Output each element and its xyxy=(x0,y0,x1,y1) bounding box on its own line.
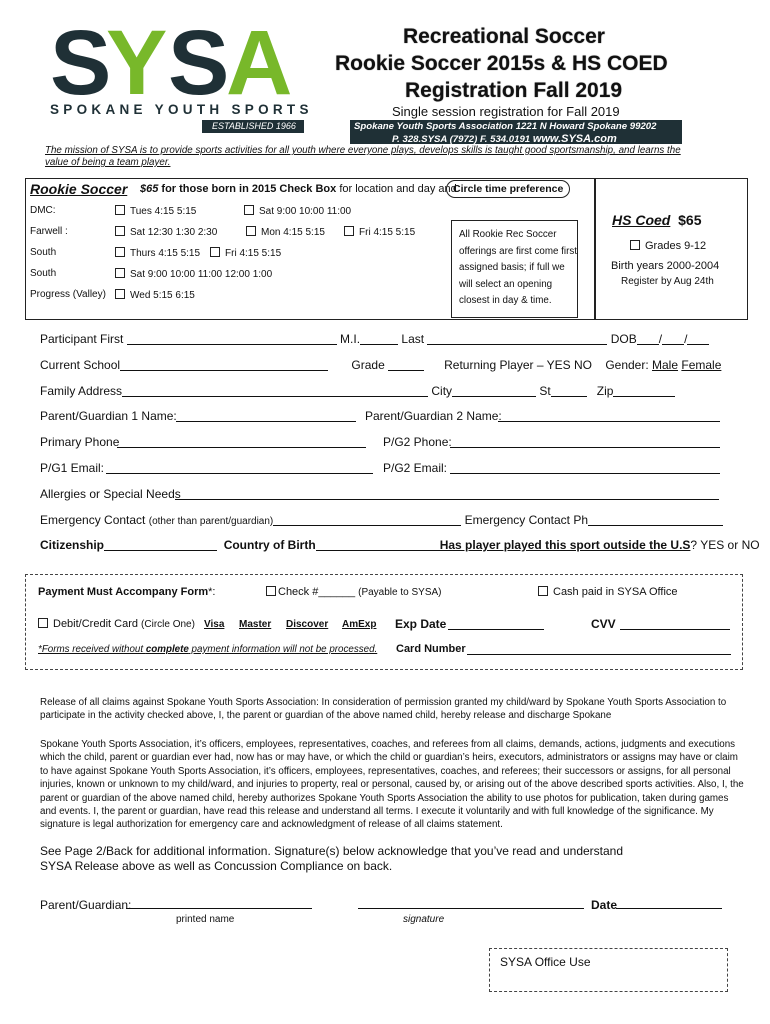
exp-date-field[interactable] xyxy=(448,617,544,630)
participant-first-field[interactable] xyxy=(127,332,337,345)
checkbox-icon xyxy=(115,247,125,257)
pg2-phone-field[interactable] xyxy=(450,435,720,448)
checkbox-icon xyxy=(246,226,256,236)
label-pg2-email: P/G2 Email: xyxy=(383,461,448,475)
label-family-address: Family Address xyxy=(40,384,123,398)
website: www.SYSA.com xyxy=(532,133,617,145)
city-field[interactable] xyxy=(452,384,536,397)
release-paragraph-2: Spokane Youth Sports Association, it’s officers, employees, representatives, coaches, and referees from all claims, demands, actions, judgments and executions which the child, parent or guardian ever had, now has or may have, or which the child or guardian’s heirs, executors, administrators or assigns may have or claim to have against Spokane Youth Sports Association, it’s officers, employees, representatives, coaches, and referees; their successors or assigns, for all personal injuries, known or unknown to my child/ward, and injuries to property, real or personal, caused by, or arising out of the above described sports activities. Also, I, the parent or guardian of the above named child, hereby authorizes Spokane Youth Sports Association the ability to use photos for publication, taken during games and events. I, the parent or guardian, have read this release and understand all terms. I execute it voluntarily and with full knowledge of the significance. My signature is legal authorization for emergency care and acknowledgment of release of all claims statement. xyxy=(40,739,744,831)
label-emergency: Emergency Contact xyxy=(40,513,146,527)
option-checkbox[interactable]: Sat 9:00 10:00 11:00 12:00 1:00 xyxy=(115,268,272,280)
logo-established: ESTABLISHED 1966 xyxy=(212,121,296,131)
emergency-phone-field[interactable] xyxy=(588,513,723,526)
rookie-note-box xyxy=(451,220,578,318)
checkbox-icon xyxy=(344,226,354,236)
label-mi: M.I. xyxy=(340,332,361,346)
family-address-field[interactable] xyxy=(122,384,428,397)
card-number-field[interactable] xyxy=(467,642,731,655)
card-discover[interactable]: Discover xyxy=(286,619,329,630)
label-exp-date: Exp Date xyxy=(395,617,447,631)
label-citizenship: Citizenship xyxy=(40,538,105,552)
checkbox-icon xyxy=(244,205,254,215)
emergency-note: (other than parent/guardian) xyxy=(148,516,274,527)
payment-note: *Forms received without complete payment information will not be processed. xyxy=(38,644,378,655)
primary-phone-field[interactable] xyxy=(117,435,366,448)
check-option[interactable]: Check #______ (Payable to SYSA) xyxy=(266,586,442,598)
hs-register-by: Register by Aug 24th xyxy=(621,276,714,287)
participant-row: Participant First M.I. Last DOB / / xyxy=(40,332,709,346)
st-field[interactable] xyxy=(551,384,587,397)
label-dob: DOB xyxy=(610,332,637,346)
location-label: South xyxy=(30,268,57,279)
label-date: Date xyxy=(591,898,618,912)
label-parent-guardian: Parent/Guardian: xyxy=(40,898,132,912)
checkbox-icon xyxy=(266,586,276,596)
checkbox-icon xyxy=(630,240,640,250)
checkbox-icon xyxy=(38,618,48,628)
logo-graphic xyxy=(50,22,300,98)
checkbox-icon xyxy=(538,586,548,596)
option-checkbox[interactable]: Fri 4:15 5:15 xyxy=(210,247,281,259)
label-country: Country of Birth xyxy=(223,538,316,552)
label-st: St xyxy=(539,384,551,398)
label-participant-first: Participant First xyxy=(40,332,124,346)
pg1-name-field[interactable] xyxy=(176,409,356,422)
release-note-2: SYSA Release above as well as Concussion Compliance on back. xyxy=(40,859,393,873)
hs-birth-years: Birth years 2000-2004 xyxy=(611,260,720,272)
svg-text:Y: Y xyxy=(106,22,164,98)
rookie-price-line: $65 for those born in 2015 Check Box for location and day and xyxy=(140,183,457,195)
svg-text:S: S xyxy=(50,22,108,98)
label-pg2-name: Parent/Guardian 2 Name: xyxy=(365,409,502,423)
label-pg1-name: Parent/Guardian 1 Name: xyxy=(40,409,177,423)
gender-male[interactable]: Male xyxy=(652,358,679,372)
pg2-name-field[interactable] xyxy=(498,409,720,422)
checkbox-icon xyxy=(115,268,125,278)
label-zip: Zip xyxy=(596,384,614,398)
label-pg2-phone: P/G2 Phone: xyxy=(383,435,452,449)
last-field[interactable] xyxy=(427,332,607,345)
checkbox-icon xyxy=(210,247,220,257)
option-checkbox[interactable]: Sat 9:00 10:00 11:00 xyxy=(244,205,351,217)
label-city: City xyxy=(431,384,453,398)
date-field[interactable] xyxy=(616,908,722,909)
option-checkbox[interactable]: Tues 4:15 5:15 xyxy=(115,205,196,217)
emergency-contact-field[interactable] xyxy=(273,513,461,526)
card-master[interactable]: Master xyxy=(239,619,272,630)
label-last: Last xyxy=(401,332,425,346)
option-checkbox[interactable]: Thurs 4:15 5:15 xyxy=(115,247,200,259)
signature-field[interactable] xyxy=(358,908,584,909)
school-row xyxy=(40,358,721,372)
printed-name-field[interactable] xyxy=(126,908,312,909)
label-current-school: Current School xyxy=(40,358,121,372)
option-checkbox[interactable]: Mon 4:15 5:15 xyxy=(246,226,325,238)
office-use-label: SYSA Office Use xyxy=(500,955,591,969)
address: Spokane Youth Sports Association 1221 N Howard Spokane 99202 xyxy=(354,121,657,132)
title-1: Recreational Soccer xyxy=(403,25,605,48)
checkbox-icon xyxy=(115,226,125,236)
returning-player[interactable]: Returning Player – YES NO xyxy=(444,358,592,372)
citizenship-field[interactable] xyxy=(104,538,217,551)
option-checkbox[interactable]: Fri 4:15 5:15 xyxy=(344,226,415,238)
svg-text:S: S xyxy=(168,22,226,98)
mission-statement: The mission of SYSA is to provide sports activities for all youth where everyone plays, develops skills is taught good sportsmanship, and learns the value of being a team player. xyxy=(45,145,681,168)
dob-month-field[interactable] xyxy=(637,332,659,345)
hs-coed-title: HS Coed $65 xyxy=(612,212,702,228)
hs-grades[interactable]: Grades 9-12 xyxy=(630,240,706,252)
label-pg1-email: P/G1 Email: xyxy=(40,461,105,475)
title-2: Rookie Soccer 2015s & HS COED xyxy=(335,52,668,75)
label-primary-phone: Primary Phone xyxy=(40,435,120,449)
emergency-row xyxy=(40,513,723,527)
grade-field[interactable] xyxy=(388,358,424,371)
current-school-field[interactable] xyxy=(120,358,328,371)
zip-field[interactable] xyxy=(613,384,675,397)
card-option[interactable]: Debit/Credit Card (Circle One) xyxy=(38,618,195,630)
label-grade: Grade xyxy=(351,358,385,372)
option-checkbox[interactable]: Sat 12:30 1:30 2:30 xyxy=(115,226,217,238)
payment-heading: Payment Must Accompany Form*: xyxy=(38,586,216,598)
rookie-note: All Rookie Rec Soccer offerings are first come first assigned basis; if full we will select an opening closest in day & time. xyxy=(459,229,577,306)
printed-name-caption: printed name xyxy=(176,914,235,925)
allergies-field[interactable] xyxy=(175,487,719,500)
dob-year-field[interactable] xyxy=(687,332,709,345)
pg1-email-field[interactable] xyxy=(106,461,373,474)
checkbox-icon xyxy=(115,289,125,299)
title-3: Registration Fall 2019 xyxy=(405,79,623,102)
cvv-field[interactable] xyxy=(620,617,730,630)
option-checkbox[interactable]: Wed 5:15 6:15 xyxy=(115,289,195,301)
played-outside-options[interactable]: ? YES or NO xyxy=(690,538,760,552)
location-label: DMC: xyxy=(30,205,56,216)
subtitle: Single session registration for Fall 2019 xyxy=(392,104,620,119)
svg-text:A: A xyxy=(226,22,289,98)
logo-org: SPOKANE YOUTH SPORTS xyxy=(50,102,313,117)
cash-option[interactable]: Cash paid in SYSA Office xyxy=(538,586,678,598)
gender-female[interactable]: Female xyxy=(681,358,722,372)
release-note-1: See Page 2/Back for additional information. Signature(s) below acknowledge that you’ve read and understand xyxy=(40,844,624,858)
location-label: Progress (Valley) xyxy=(30,289,106,300)
release-paragraph-1: Release of all claims against Spokane Youth Sports Association: In consideration of permission granted my child/ward by Spokane Youth Sports Association to participate in the activity checked above, I, the parent or guardian of the above named child, hereby release and discharge Spokane xyxy=(40,697,727,722)
rookie-heading: Rookie Soccer xyxy=(30,181,128,197)
dob-day-field[interactable] xyxy=(662,332,684,345)
address-row xyxy=(40,384,675,398)
label-cvv: CVV xyxy=(591,617,616,631)
label-emergency-ph: Emergency Contact Ph xyxy=(464,513,589,527)
phone-fax: P. 328.SYSA (7972) F. 534.0191 www.SYSA.com xyxy=(392,133,617,145)
label-allergies: Allergies or Special Needs xyxy=(40,487,181,501)
citizenship-row xyxy=(40,538,760,552)
label-played-outside: Has player played this sport outside the U.S xyxy=(439,538,691,552)
signature-caption: signature xyxy=(403,914,445,925)
card-amex[interactable]: AmExp xyxy=(342,619,377,630)
country-field[interactable] xyxy=(316,538,440,551)
circle-time-preference: Circle time preference xyxy=(446,180,570,198)
location-label: South xyxy=(30,247,57,258)
location-label: Farwell : xyxy=(30,226,68,237)
label-card-number: Card Number xyxy=(396,643,466,655)
mi-field[interactable] xyxy=(360,332,398,345)
label-gender: Gender: xyxy=(605,358,649,372)
pg2-email-field[interactable] xyxy=(450,461,720,474)
card-visa[interactable]: Visa xyxy=(204,619,225,630)
checkbox-icon xyxy=(115,205,125,215)
